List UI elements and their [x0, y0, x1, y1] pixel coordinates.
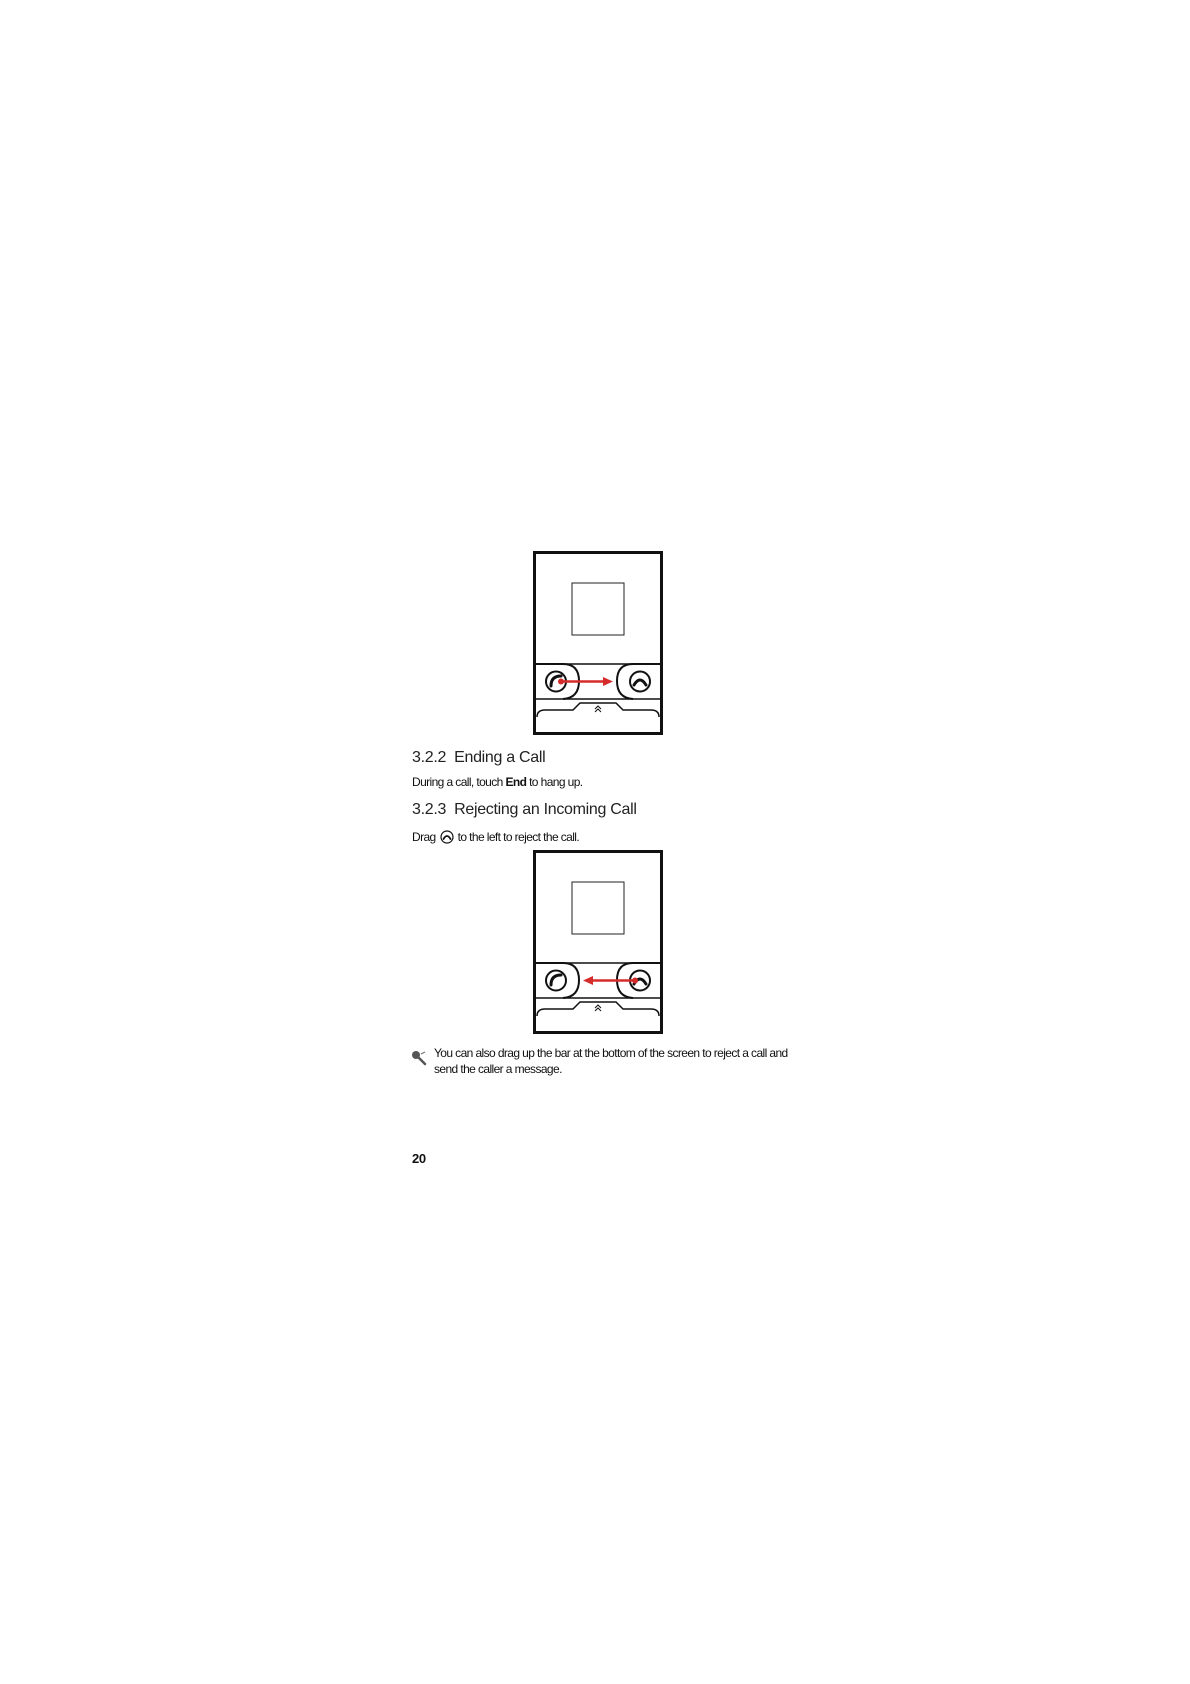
section-body-ending-call: During a call, touch End to hang up.	[412, 775, 583, 789]
caller-photo-placeholder	[572, 583, 624, 635]
end-keyword: End	[505, 775, 527, 789]
section-number: 3.2.2	[412, 749, 447, 766]
answer-phone-icon	[546, 971, 566, 991]
section-body-rejecting-call: Drag to the left to reject the call.	[412, 830, 580, 844]
section-heading-ending-call	[412, 749, 545, 767]
section-number: 3.2.3	[412, 801, 447, 818]
reject-inline-icon	[440, 830, 454, 844]
reject-phone-icon	[630, 672, 650, 692]
reject-call-illustration	[533, 850, 663, 1034]
section-title: Rejecting an Incoming Call	[454, 801, 637, 818]
answer-call-illustration	[533, 551, 663, 735]
note-text: You can also drag up the bar at the bottom of the screen to reject a call and send the caller a message.	[434, 1046, 788, 1076]
caller-photo-placeholder	[572, 882, 624, 934]
note-pen-icon	[411, 1050, 428, 1067]
section-heading-rejecting-call	[412, 801, 637, 819]
section-title: Ending a Call	[454, 749, 546, 766]
page-number: 20	[412, 1151, 426, 1166]
